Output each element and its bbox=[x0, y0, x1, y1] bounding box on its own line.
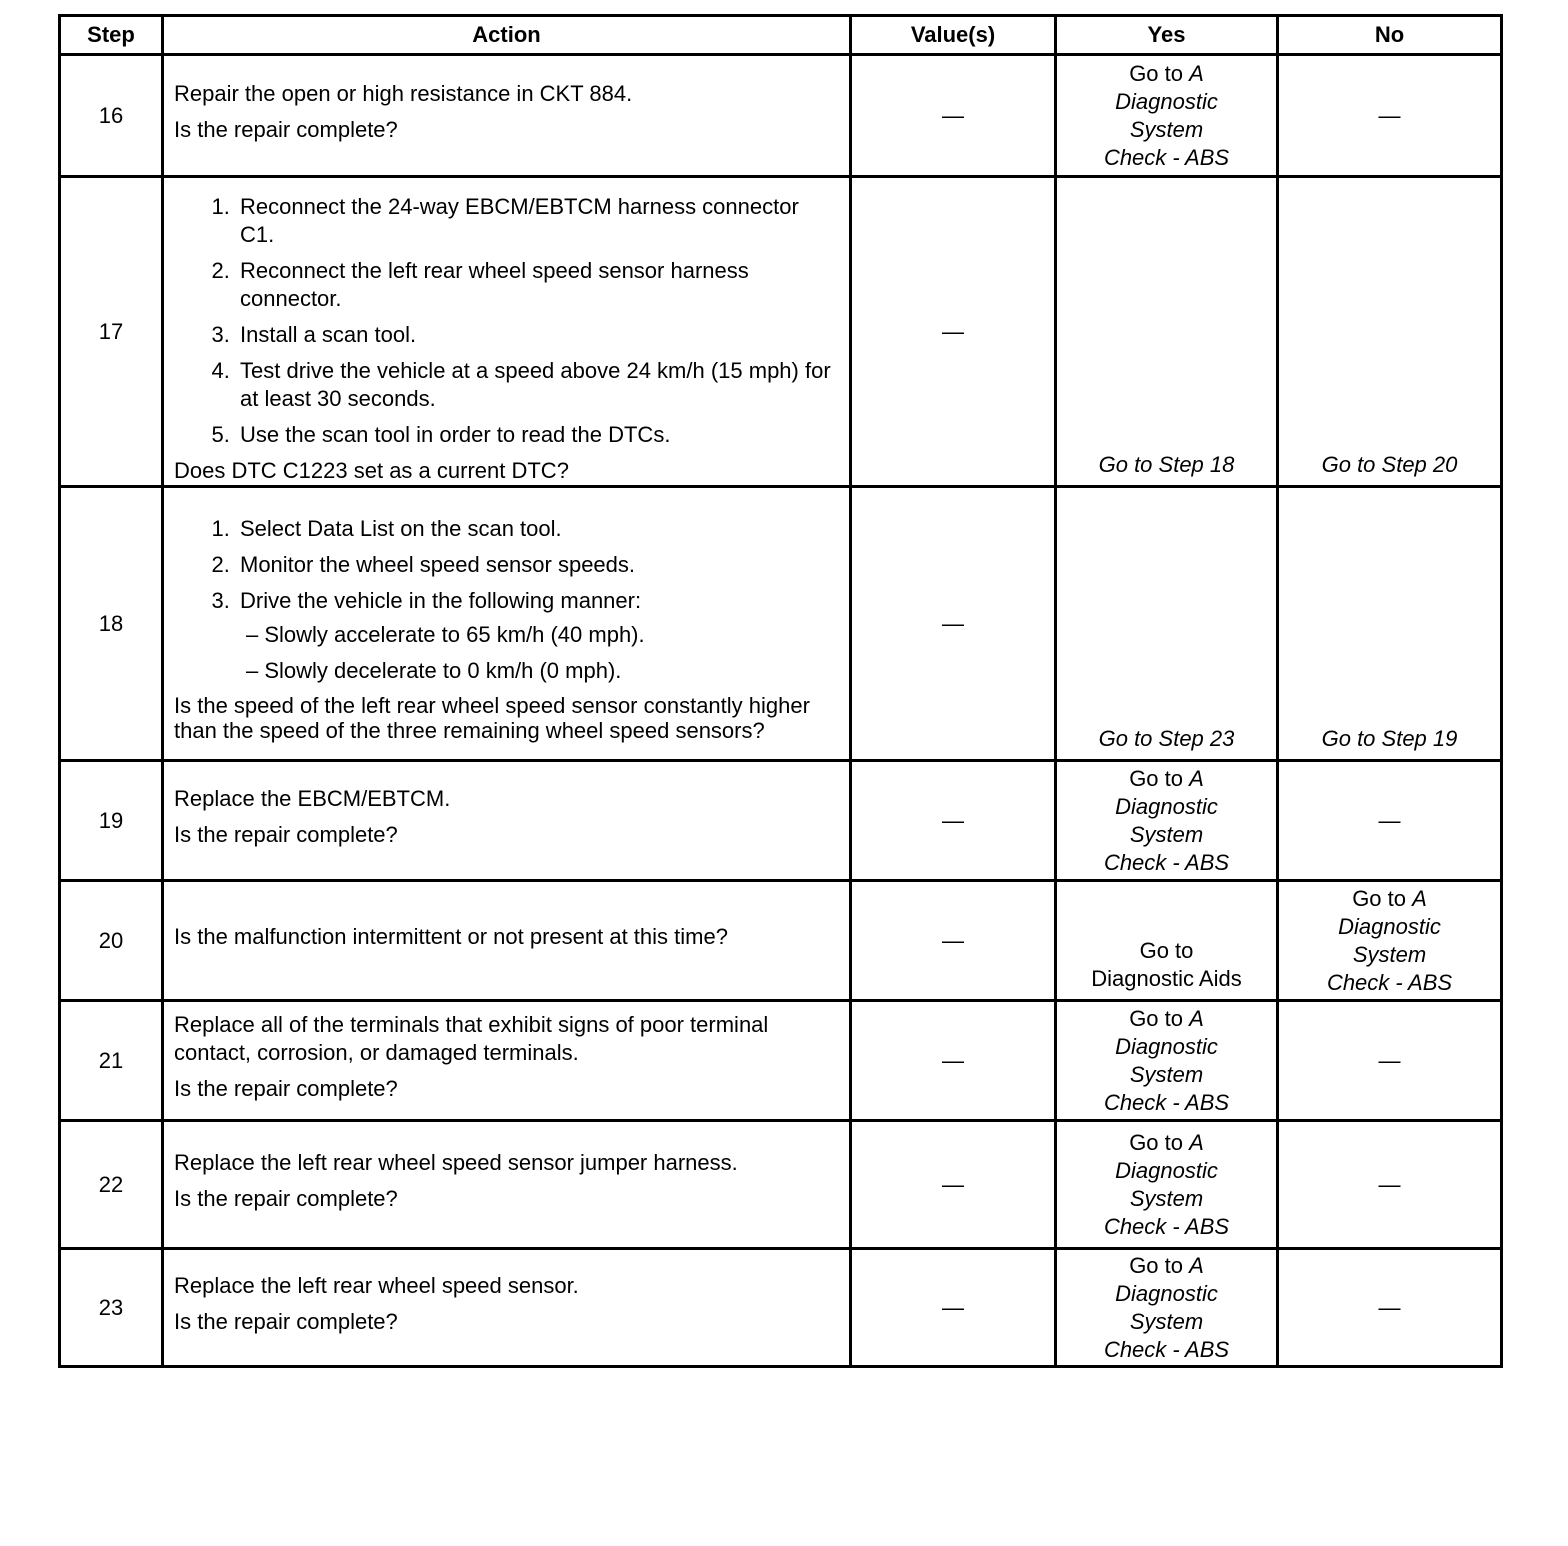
value-cell: — bbox=[851, 761, 1056, 881]
action-cell bbox=[163, 761, 851, 881]
action-question: Is the repair complete? bbox=[174, 1185, 398, 1211]
value-cell: — bbox=[851, 1121, 1056, 1249]
step-number: 16 bbox=[60, 55, 163, 177]
action-cell bbox=[163, 1249, 851, 1367]
no-cell: — bbox=[1278, 1001, 1502, 1121]
no-cell: Go to Step 19 bbox=[1278, 487, 1502, 761]
no-cell: — bbox=[1278, 761, 1502, 881]
goto-diagnostic-aids: Go to Diagnostic Aids bbox=[1091, 938, 1242, 991]
value-cell: — bbox=[851, 1249, 1056, 1367]
list-item: 4. Test drive the vehicle at a speed above 24 km/h (15 mph) for at least 30 seconds. bbox=[236, 357, 839, 413]
goto-diagnostic-system-check: Go to A Diagnostic System Check - ABS bbox=[1103, 1005, 1230, 1115]
list-item: 1. Reconnect the 24-way EBCM/EBTCM harness connector C1. bbox=[236, 193, 839, 249]
yes-cell bbox=[1056, 55, 1278, 177]
table-row-step-20 bbox=[60, 881, 1502, 1001]
step-number: 19 bbox=[60, 761, 163, 881]
driving-sublist bbox=[240, 621, 839, 685]
table-row-step-16 bbox=[60, 55, 1502, 177]
action-question: Is the speed of the left rear wheel speed sensor constantly higher than the speed of the three remaining wheel speed sensors? bbox=[174, 692, 810, 743]
value-cell: — bbox=[851, 487, 1056, 761]
action-text: Repair the open or high resistance in CKT 884. bbox=[174, 80, 633, 106]
goto-diagnostic-system-check: Go to A Diagnostic System Check - ABS bbox=[1103, 60, 1230, 170]
value-cell: — bbox=[851, 1001, 1056, 1121]
goto-diagnostic-system-check: Go to A Diagnostic System Check - ABS bbox=[1103, 1129, 1230, 1239]
table-row-step-19 bbox=[60, 761, 1502, 881]
step-number: 20 bbox=[60, 881, 163, 1001]
table-row-step-22 bbox=[60, 1121, 1502, 1249]
action-question: Is the repair complete? bbox=[174, 821, 398, 847]
action-text: Replace the EBCM/EBTCM. bbox=[174, 785, 451, 811]
value-cell: — bbox=[851, 881, 1056, 1001]
table-row-step-23 bbox=[60, 1249, 1502, 1367]
yes-cell: Go to Step 23 bbox=[1056, 487, 1278, 761]
action-question: Is the malfunction intermittent or not present at this time? bbox=[174, 923, 728, 949]
diagnostic-table bbox=[58, 14, 1503, 1368]
list-item: 3. Install a scan tool. bbox=[236, 321, 839, 349]
action-text: Replace the left rear wheel speed sensor. bbox=[174, 1272, 579, 1298]
step-number: 21 bbox=[60, 1001, 163, 1121]
yes-cell bbox=[1056, 1249, 1278, 1367]
table-row-step-18 bbox=[60, 487, 1502, 761]
action-cell bbox=[163, 1121, 851, 1249]
action-question: Is the repair complete? bbox=[174, 116, 398, 142]
list-item: 5. Use the scan tool in order to read the DTCs. bbox=[236, 421, 839, 449]
table-row-step-17 bbox=[60, 177, 1502, 487]
list-item: – Slowly decelerate to 0 km/h (0 mph). bbox=[246, 657, 622, 683]
header-step: Step bbox=[60, 16, 163, 55]
action-text: Replace the left rear wheel speed sensor jumper harness. bbox=[174, 1149, 738, 1175]
list-item: 3. Drive the vehicle in the following manner: – Slowly accelerate to 65 km/h (40 mph). – Slowly decelerate to 0 km/h (0 mph). bbox=[236, 587, 839, 685]
header-action: Action bbox=[163, 16, 851, 55]
action-steps-list bbox=[174, 193, 839, 449]
yes-cell bbox=[1056, 1121, 1278, 1249]
yes-cell bbox=[1056, 881, 1278, 1001]
no-cell bbox=[1278, 881, 1502, 1001]
no-cell: — bbox=[1278, 1121, 1502, 1249]
value-cell: — bbox=[851, 177, 1056, 487]
action-question: Is the repair complete? bbox=[174, 1075, 398, 1101]
yes-cell bbox=[1056, 761, 1278, 881]
header-row bbox=[60, 16, 1502, 55]
table-row-step-21 bbox=[60, 1001, 1502, 1121]
list-item: 2. Monitor the wheel speed sensor speeds. bbox=[236, 551, 839, 579]
action-cell bbox=[163, 177, 851, 487]
header-no: No bbox=[1278, 16, 1502, 55]
goto-diagnostic-system-check: Go to A Diagnostic System Check - ABS bbox=[1326, 885, 1453, 995]
header-values: Value(s) bbox=[851, 16, 1056, 55]
step-number: 17 bbox=[60, 177, 163, 487]
action-question: Does DTC C1223 set as a current DTC? bbox=[174, 457, 569, 483]
action-question: Is the repair complete? bbox=[174, 1308, 398, 1334]
list-item: 1. Select Data List on the scan tool. bbox=[236, 515, 839, 543]
action-cell bbox=[163, 1001, 851, 1121]
action-cell bbox=[163, 487, 851, 761]
value-cell: — bbox=[851, 55, 1056, 177]
action-cell bbox=[163, 55, 851, 177]
step-number: 18 bbox=[60, 487, 163, 761]
action-steps-list bbox=[174, 515, 839, 685]
goto-diagnostic-system-check: Go to A Diagnostic System Check - ABS bbox=[1103, 765, 1230, 875]
action-cell bbox=[163, 881, 851, 1001]
step-number: 23 bbox=[60, 1249, 163, 1367]
yes-cell bbox=[1056, 1001, 1278, 1121]
action-text: Replace all of the terminals that exhibit signs of poor terminal contact, corrosion, or damaged terminals. bbox=[174, 1011, 769, 1065]
no-cell: — bbox=[1278, 55, 1502, 177]
no-cell: — bbox=[1278, 1249, 1502, 1367]
header-yes: Yes bbox=[1056, 16, 1278, 55]
list-item: 2. Reconnect the left rear wheel speed sensor harness connector. bbox=[236, 257, 839, 313]
step-number: 22 bbox=[60, 1121, 163, 1249]
goto-diagnostic-system-check: Go to A Diagnostic System Check - ABS bbox=[1103, 1252, 1230, 1362]
no-cell: Go to Step 20 bbox=[1278, 177, 1502, 487]
list-item: – Slowly accelerate to 65 km/h (40 mph). bbox=[246, 621, 645, 647]
yes-cell: Go to Step 18 bbox=[1056, 177, 1278, 487]
